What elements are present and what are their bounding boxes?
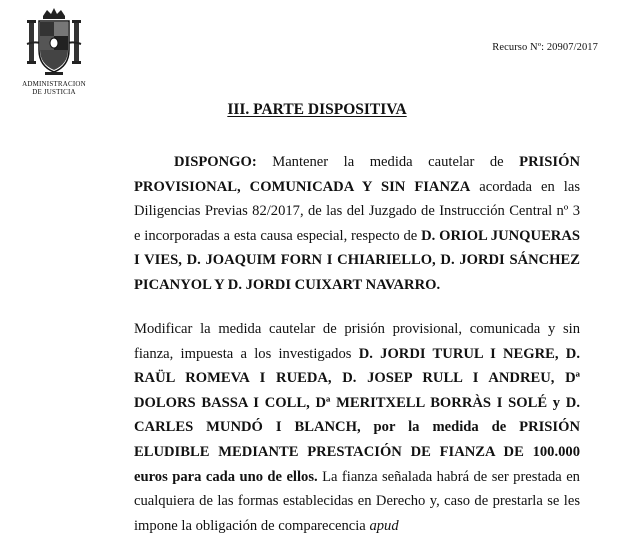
case-number: Recurso Nº: 20907/2017 — [492, 42, 598, 53]
caption-line-2: DE JUSTICIA — [32, 88, 76, 96]
p2-bold-names: D. JORDI TURUL I NEGRE, D. RAÜL ROMEVA I RUEDA, D. JOSEP RULL I ANDREU, Dª DOLORS BASSA I COLL, Dª MERITXELL BORRÀS I SOLÉ y D. CARLES MUNDÓ I BLANCH, por la medida de PRISIÓN ELUDIBLE MEDIANTE PRESTACIÓN DE FIANZA DE 100.000 euros para cada uno de ellos. — [134, 345, 580, 485]
dispongo-label: DISPONGO: — [174, 154, 257, 170]
p1-text-2: acordada en las Diligencias Previas 82/2017, de las del Juzgado de Instrucción Central nº 3 e incorporadas a esta causa especial, respecto de — [134, 178, 581, 244]
coat-of-arms-icon — [25, 6, 83, 78]
letterhead — [14, 6, 94, 96]
p2-text-1: Modificar la medida cautelar de prisión provisional, comunicada y sin fianza, impuesta a los investigados — [134, 321, 580, 362]
caption-line-1: ADMINISTRACION — [22, 80, 86, 88]
p1-bold-measure: PRISIÓN PROVISIONAL, COMUNICADA Y SIN FIANZA — [134, 154, 580, 195]
crest-caption — [14, 80, 94, 96]
p1-bold-names: D. ORIOL JUNQUERAS I VIES, D. JOAQUIM FORN I CHIARIELLO, D. JORDI SÁNCHEZ PICANYOL Y D. JORDI CUIXART NAVARRO. — [134, 227, 581, 293]
section-title — [0, 101, 634, 119]
p1-text-1: Mantener la medida cautelar de — [256, 154, 520, 170]
section-title-text: III. PARTE DISPOSITIVA — [227, 101, 407, 118]
paragraph-disposition — [134, 150, 580, 298]
p2-italic-apud: apud — [369, 517, 399, 534]
p2-text-2: La fianza señalada habrá de ser prestada en cualquiera de las formas establecidas en Derecho y, caso de prestarla se les impone la obligación de comparecencia — [134, 468, 580, 534]
paragraph-modification — [134, 317, 580, 538]
